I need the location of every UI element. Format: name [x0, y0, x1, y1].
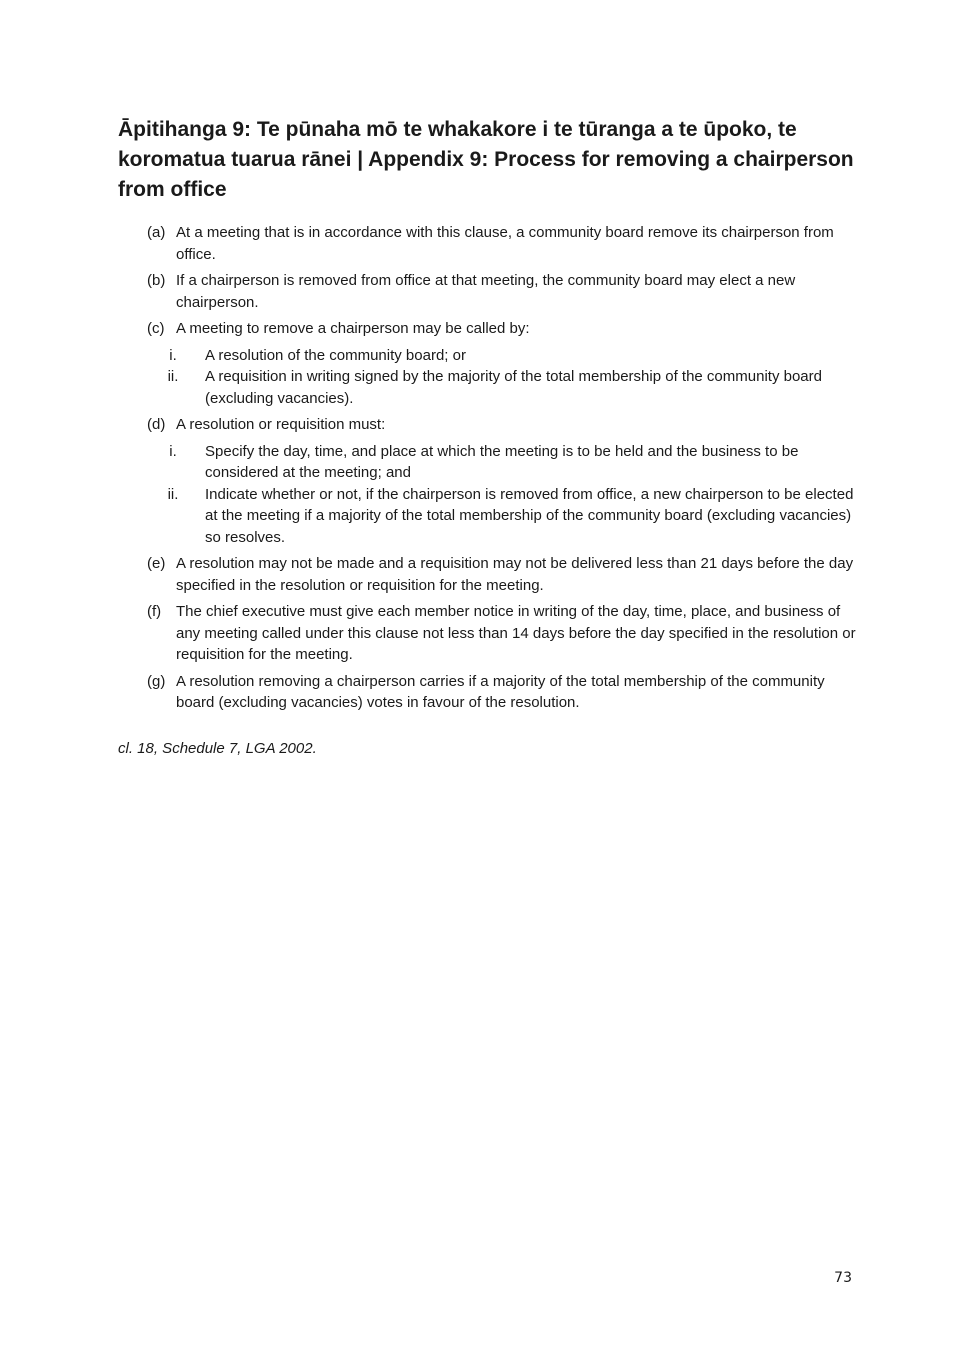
clause-marker: (f): [147, 603, 162, 620]
sub-item: [118, 366, 858, 409]
sub-marker: i.: [169, 442, 177, 460]
sub-marker: ii.: [167, 368, 179, 385]
page-title: Āpitihanga 9: Te pūnaha mō te whakakore i te tūranga a te ūpoko, te koromatua tuarua rānei | Appendix 9: Process for removing a chairperson from office: [118, 118, 854, 201]
clause-text: A resolution removing a chairperson carries if a majority of the total membership of the community board (excluding vacancies) votes in favour of the resolution.: [176, 672, 825, 711]
clause-marker: (c): [147, 320, 165, 337]
sub-text: A requisition in writing signed by the majority of the total membership of the community board (excluding vacancies).: [205, 368, 822, 407]
clause-b: [118, 270, 858, 313]
sub-item: [118, 484, 858, 549]
sub-marker: i.: [169, 346, 177, 364]
clause-text: At a meeting that is in accordance with this clause, a community board remove its chairperson from office.: [176, 224, 834, 263]
clause-marker: (g): [147, 672, 166, 690]
sub-item: [118, 345, 858, 367]
sub-list: [167, 345, 858, 410]
clause-f: [118, 601, 858, 666]
clause-marker: (b): [147, 272, 166, 289]
clause-marker: (d): [147, 416, 166, 433]
sub-text: Specify the day, time, and place at which the meeting is to be held and the business to be considered at the meeting; and: [205, 442, 799, 481]
clause-marker: (a): [147, 224, 166, 241]
clause-text: If a chairperson is removed from office at that meeting, the community board may elect a new chairperson.: [176, 272, 796, 311]
clause-c: [118, 318, 858, 409]
clause-marker: (e): [147, 555, 166, 572]
clause-text: A resolution may not be made and a requisition may not be delivered less than 21 days before the day specified in the resolution or requisition for the meeting.: [176, 555, 854, 594]
clause-text: A resolution or requisition must:: [176, 416, 386, 433]
clause-d: [118, 414, 858, 548]
clause-a: [118, 222, 858, 265]
sub-text: A resolution of the community board; or: [205, 346, 466, 364]
clause-e: [118, 553, 858, 596]
clause-text: The chief executive must give each member notice in writing of the day, time, place, and business of any meeting called under this clause not less than 14 days before the day specified in the resolution or requisition for the meeting.: [176, 603, 856, 663]
sub-item: [118, 441, 858, 484]
clause-list: [118, 222, 858, 719]
clause-g: [118, 671, 858, 714]
sub-text: Indicate whether or not, if the chairperson is removed from office, a new chairperson to be elected at the meeting if a majority of the total membership of the community board (excluding vacancies) so resolves.: [205, 485, 854, 546]
sub-marker: ii.: [167, 485, 179, 503]
clause-text: A meeting to remove a chairperson may be called by:: [176, 320, 530, 337]
page-number: 73: [834, 1270, 852, 1286]
legal-citation: cl. 18, Schedule 7, LGA 2002.: [118, 740, 317, 757]
sub-list: [167, 441, 858, 549]
